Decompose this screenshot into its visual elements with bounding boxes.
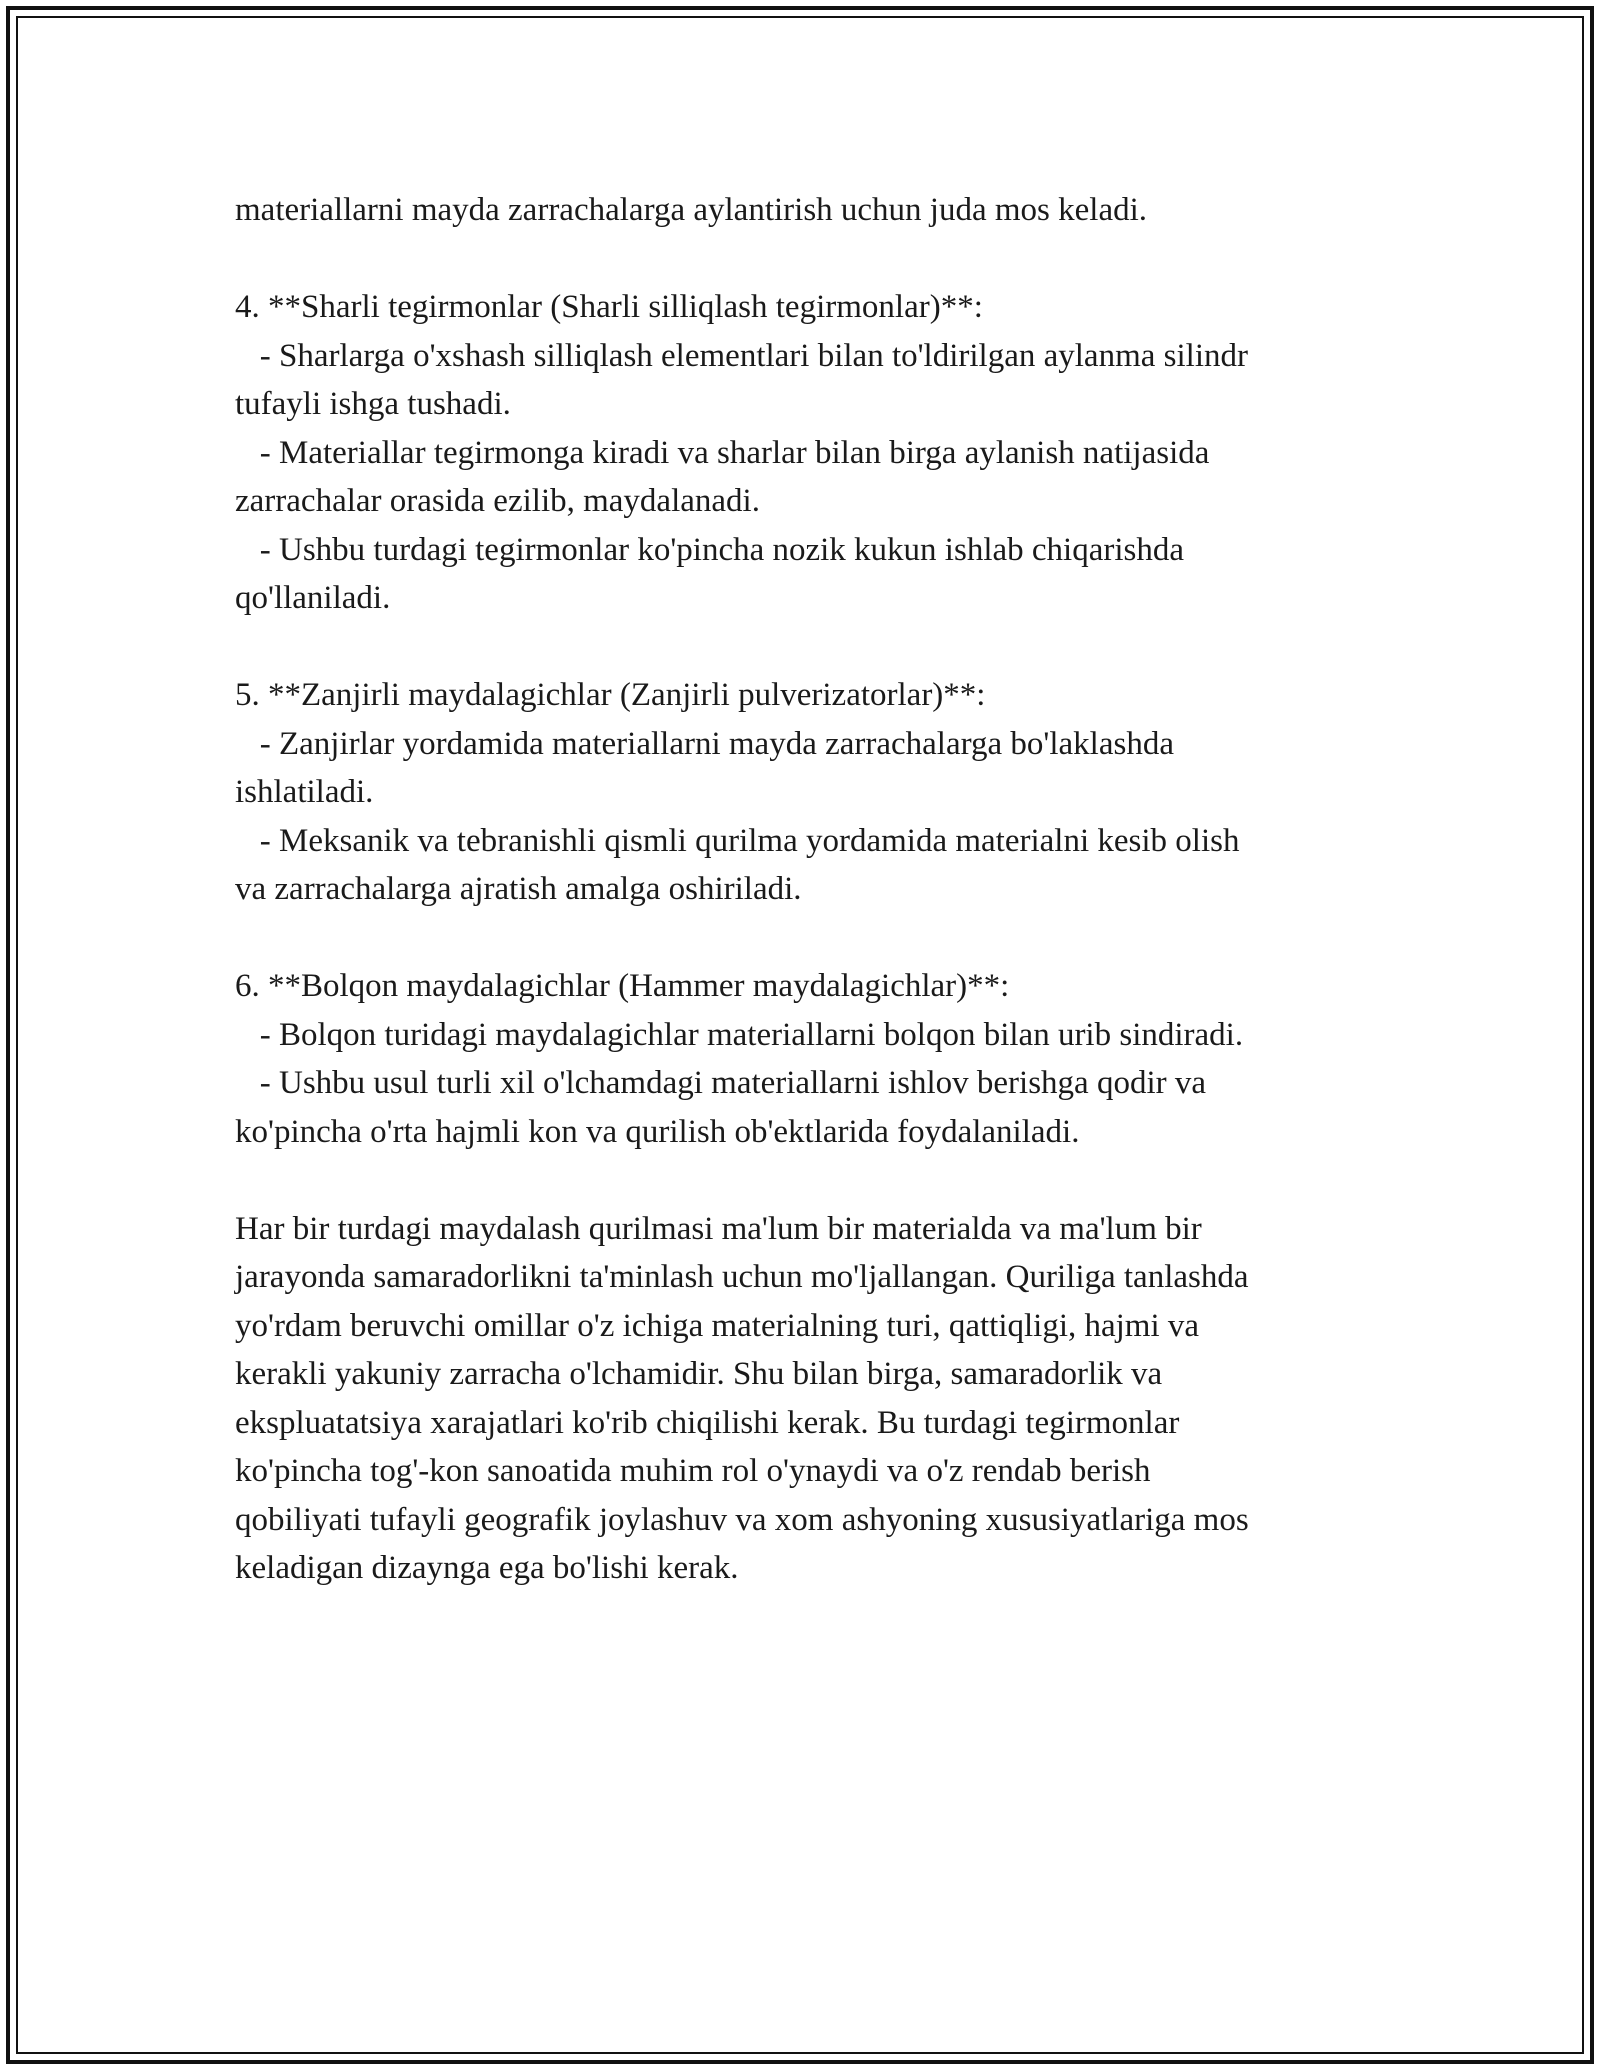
text-line: ko'pincha o'rta hajmli kon va qurilish ob'ektlarida foydalaniladi. [235,1113,1080,1150]
document-body [235,186,1385,1593]
summary-line: ekspluatatsiya xarajatlari ko'rib chiqilishi kerak. Bu turdagi tegirmonlar [235,1404,1180,1441]
text-line: - Sharlarga o'xshash silliqlash elementlari bilan to'ldirilgan aylanma silindr [235,337,1248,374]
text-line: va zarrachalarga ajratish amalga oshiriladi. [235,871,802,907]
text-line: ishlatiladi. [235,774,374,810]
text-line: - Meksanik va tebranishli qismli qurilma yordamida materialni kesib olish [235,822,1240,859]
text-line: - Ushbu turdagi tegirmonlar ko'pincha nozik kukun ishlab chiqarishda [235,531,1184,568]
text-line: - Bolqon turidagi maydalagichlar materiallarni bolqon bilan urib sindiradi. [235,1016,1244,1053]
summary-line: ko'pincha tog'-kon sanoatida muhim rol o'ynaydi va o'z rendab berish [235,1453,1151,1489]
summary-line: qobiliyati tufayli geografik joylashuv va xom ashyoning xususiyatlariga mos [235,1501,1249,1538]
paragraph-gap [235,1156,1385,1205]
summary-line: kerakli yakuniy zarracha o'lchamidir. Shu bilan birga, samaradorlik va [235,1356,1163,1392]
summary-line: yo'rdam beruvchi omillar o'z ichiga materialning turi, qattiqligi, hajmi va [235,1307,1200,1344]
section-heading-6: 6. **Bolqon maydalagichlar (Hammer maydalagichlar)**: [235,968,1010,1004]
section-heading-5: 5. **Zanjirli maydalagichlar (Zanjirli pulverizatorlar)**: [235,677,986,713]
summary-line: keladigan dizaynga ega bo'lishi kerak. [235,1550,739,1586]
summary-line: jarayonda samaradorlikni ta'minlash uchun mo'ljallangan. Quriliga tanlashda [235,1259,1249,1295]
paragraph-gap [235,623,1385,672]
text-line: - Materiallar tegirmonga kiradi va sharlar bilan birga aylanish natijasida [235,434,1210,471]
text-line: materiallarni mayda zarrachalarga aylantirish uchun juda mos keladi. [235,192,1148,228]
summary-line: Har bir turdagi maydalash qurilmasi ma'lum bir materialda va ma'lum bir [235,1210,1202,1247]
text-line: - Ushbu usul turli xil o'lchamdagi materiallarni ishlov berishga qodir va [235,1065,1207,1101]
text-line: zarrachalar orasida ezilib, maydalanadi. [235,483,760,519]
text-line: qo'llaniladi. [235,580,391,616]
paragraph-gap [235,235,1385,284]
text-line: tufayli ishga tushadi. [235,386,511,422]
text-line: - Zanjirlar yordamida materiallarni mayda zarrachalarga bo'laklashda [235,725,1174,762]
paragraph-gap [235,914,1385,963]
section-heading-4: 4. **Sharli tegirmonlar (Sharli silliqlash tegirmonlar)**: [235,289,983,325]
